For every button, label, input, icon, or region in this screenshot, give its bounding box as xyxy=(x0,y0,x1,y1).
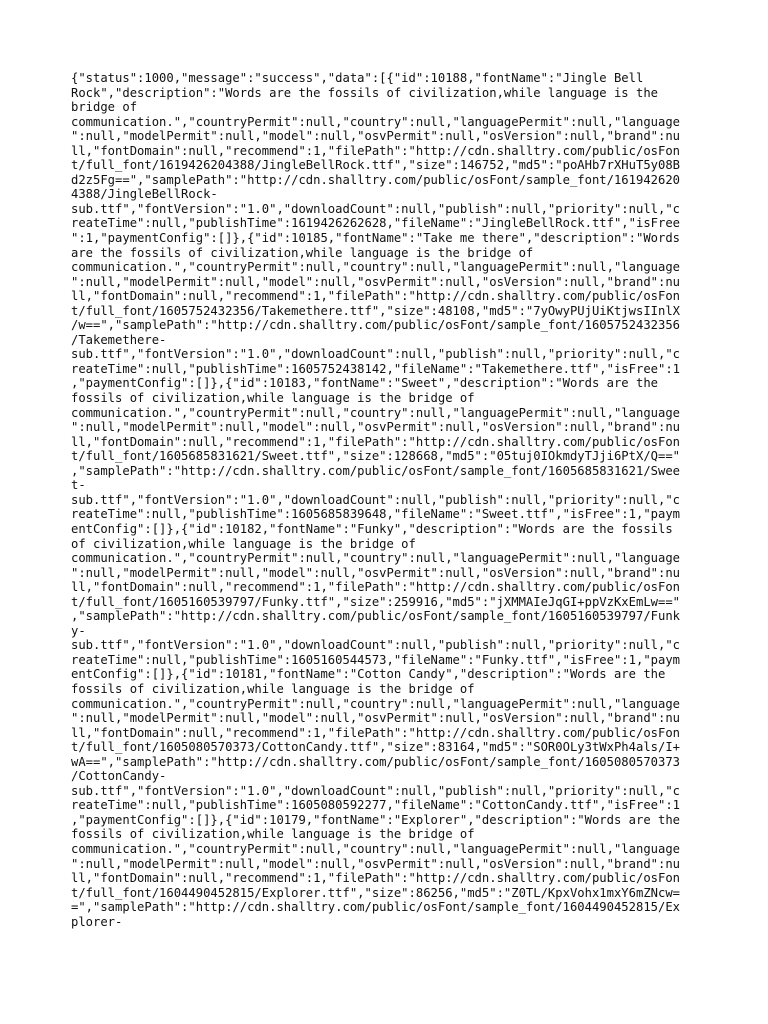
text-line: communication.","countryPermit":null,"country":null,"languagePermit":null,"language xyxy=(71,551,681,566)
text-line: communication.","countryPermit":null,"country":null,"languagePermit":null,"language xyxy=(71,696,681,711)
text-line: sub.ttf","fontVersion":"1.0","downloadCount":null,"publish":null,"priority":null,"c xyxy=(71,783,681,798)
text-line: ":null,"modelPermit":null,"model":null,"osvPermit":null,"osVersion":null,"brand":nu xyxy=(71,565,681,580)
text-line: t/full_font/1605685831621/Sweet.ttf","size":128668,"md5":"05tuj0IOkmdyTJji6PtX/Q==" xyxy=(71,449,681,464)
text-line: fossils of civilization,while language is the bridge of xyxy=(71,827,475,842)
text-line: ,"paymentConfig":[]},{"id":10183,"fontName":"Sweet","description":"Words are the xyxy=(71,376,658,391)
text-line: communication.","countryPermit":null,"country":null,"languagePermit":null,"language xyxy=(71,405,681,420)
text-line: reateTime":null,"publishTime":1605685839648,"fileName":"Sweet.ttf","isFree":1,"paym xyxy=(71,507,681,522)
text-line: /w==","samplePath":"http://cdn.shalltry.com/public/osFont/sample_font/1605752432356 xyxy=(71,318,681,333)
text-line: entConfig":[]},{"id":10182,"fontName":"Funky","description":"Words are the fossils xyxy=(71,521,673,536)
text-line: wA==","samplePath":"http://cdn.shalltry.com/public/osFont/sample_font/1605080570373 xyxy=(71,754,681,769)
text-line: ll,"fontDomain":null,"recommend":1,"filePath":"http://cdn.shalltry.com/public/osFon xyxy=(71,289,681,304)
text-line: ,"paymentConfig":[]},{"id":10179,"fontName":"Explorer","description":"Words are the xyxy=(71,812,681,827)
text-line: sub.ttf","fontVersion":"1.0","downloadCount":null,"publish":null,"priority":null,"c xyxy=(71,492,681,507)
text-line: ":1,"paymentConfig":[]},{"id":10185,"fontName":"Take me there","description":"Words xyxy=(71,231,681,246)
text-line: t/full_font/1605752432356/Takemethere.ttf","size":48108,"md5":"7yOwyPUjUiKtjwsIInlX xyxy=(71,303,681,318)
text-line: /CottonCandy- xyxy=(71,769,167,784)
text-line: bridge of xyxy=(71,100,138,115)
text-line: t/full_font/1605080570373/CottonCandy.ttf","size":83164,"md5":"SOR0OLy3tWxPh4als/I+ xyxy=(71,740,681,755)
text-line: ll,"fontDomain":null,"recommend":1,"filePath":"http://cdn.shalltry.com/public/osFon xyxy=(71,725,681,740)
text-line: reateTime":null,"publishTime":1605752438142,"fileName":"Takemethere.ttf","isFree":1 xyxy=(71,361,681,376)
text-line: communication.","countryPermit":null,"country":null,"languagePermit":null,"language xyxy=(71,841,681,856)
text-line: d2z5Fg==","samplePath":"http://cdn.shalltry.com/public/osFont/sample_font/161942620 xyxy=(71,172,681,187)
text-line: ":null,"modelPermit":null,"model":null,"osvPermit":null,"osVersion":null,"brand":nu xyxy=(71,420,681,435)
text-line: reateTime":null,"publishTime":1605160544573,"fileName":"Funky.ttf","isFree":1,"paym xyxy=(71,652,681,667)
text-line: /Takemethere- xyxy=(71,332,167,347)
text-line: y- xyxy=(71,623,86,638)
text-line: ":null,"modelPermit":null,"model":null,"osvPermit":null,"osVersion":null,"brand":nu xyxy=(71,856,681,871)
text-line: sub.ttf","fontVersion":"1.0","downloadCount":null,"publish":null,"priority":null,"c xyxy=(71,347,681,362)
text-line: 4388/JingleBellRock- xyxy=(71,187,218,202)
document-page xyxy=(71,71,701,929)
text-line: ll,"fontDomain":null,"recommend":1,"filePath":"http://cdn.shalltry.com/public/osFon xyxy=(71,434,681,449)
text-line: ll,"fontDomain":null,"recommend":1,"filePath":"http://cdn.shalltry.com/public/osFon xyxy=(71,580,681,595)
text-line: t/full_font/1604490452815/Explorer.ttf","size":86256,"md5":"Z0TL/KpxVohx1mxY6mZNcw= xyxy=(71,885,681,900)
text-line: ll,"fontDomain":null,"recommend":1,"filePath":"http://cdn.shalltry.com/public/osFon xyxy=(71,143,681,158)
text-line: reateTime":null,"publishTime":1605080592277,"fileName":"CottonCandy.ttf","isFree":1 xyxy=(71,798,681,813)
text-line: are the fossils of civilization,while language is the bridge of xyxy=(71,245,534,260)
text-line: plorer- xyxy=(71,914,123,929)
text-line: of civilization,while language is the bridge of xyxy=(71,536,416,551)
text-line: reateTime":null,"publishTime":1619426262628,"fileName":"JingleBellRock.ttf","isFree xyxy=(71,216,681,231)
text-line: fossils of civilization,while language is the bridge of xyxy=(71,391,475,406)
text-line: sub.ttf","fontVersion":"1.0","downloadCount":null,"publish":null,"priority":null,"c xyxy=(71,638,681,653)
text-line: t- xyxy=(71,478,86,493)
text-line: Rock","description":"Words are the fossils of civilization,while language is the xyxy=(71,85,658,100)
text-line: ":null,"modelPermit":null,"model":null,"osvPermit":null,"osVersion":null,"brand":nu xyxy=(71,129,681,144)
text-line: =","samplePath":"http://cdn.shalltry.com/public/osFont/sample_font/1604490452815/Ex xyxy=(71,900,681,915)
text-line: communication.","countryPermit":null,"country":null,"languagePermit":null,"language xyxy=(71,114,681,129)
text-line: fossils of civilization,while language is the bridge of xyxy=(71,681,475,696)
text-line: t/full_font/1605160539797/Funky.ttf","size":259916,"md5":"jXMMAIeJqGI+ppVzKxEmLw==" xyxy=(71,594,681,609)
text-line: sub.ttf","fontVersion":"1.0","downloadCount":null,"publish":null,"priority":null,"c xyxy=(71,201,681,216)
text-line: ll,"fontDomain":null,"recommend":1,"filePath":"http://cdn.shalltry.com/public/osFon xyxy=(71,871,681,886)
text-line: {"status":1000,"message":"success","data":[{"id":10188,"fontName":"Jingle Bell xyxy=(71,71,644,85)
text-line: communication.","countryPermit":null,"country":null,"languagePermit":null,"language xyxy=(71,260,681,275)
text-line: entConfig":[]},{"id":10181,"fontName":"Cotton Candy","description":"Words are the xyxy=(71,667,666,682)
text-line: ,"samplePath":"http://cdn.shalltry.com/public/osFont/sample_font/1605685831621/Swee xyxy=(71,463,681,478)
text-line: ,"samplePath":"http://cdn.shalltry.com/public/osFont/sample_font/1605160539797/Funk xyxy=(71,609,681,624)
text-line: t/full_font/1619426204388/JingleBellRock.ttf","size":146752,"md5":"poAHb7rXHuT5y08B xyxy=(71,158,681,173)
text-line: ":null,"modelPermit":null,"model":null,"osvPermit":null,"osVersion":null,"brand":nu xyxy=(71,711,681,726)
text-line: ":null,"modelPermit":null,"model":null,"osvPermit":null,"osVersion":null,"brand":nu xyxy=(71,274,681,289)
